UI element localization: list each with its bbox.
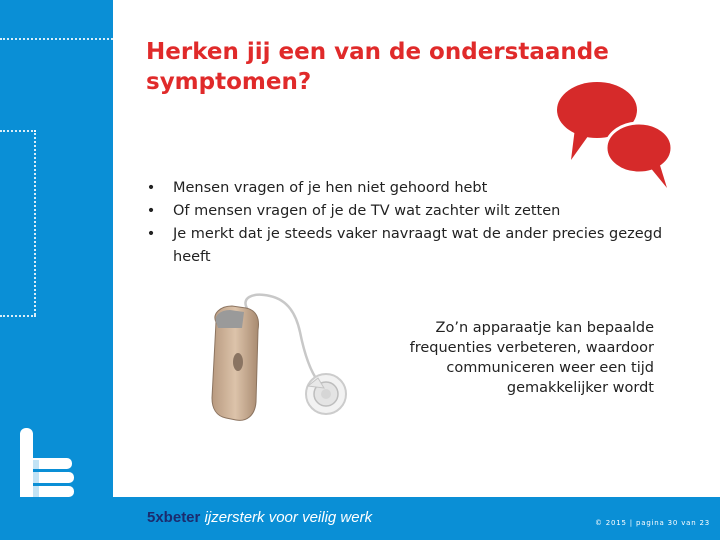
dotted-line — [0, 38, 113, 40]
brand-slogan: ijzersterk voor veilig werk — [200, 509, 373, 526]
list-item-text: Mensen vragen of je hen niet gehoord hebt — [173, 180, 488, 196]
dotted-line — [0, 315, 36, 317]
dotted-line — [34, 130, 36, 315]
list-item — [146, 200, 666, 223]
bullet-marker: • — [146, 226, 156, 242]
hearing-aid-image — [200, 292, 360, 427]
list-item-text: Je merkt dat je steeds vaker navraagt wat de ander precies gezegd heeft — [173, 226, 663, 265]
slide-title: Herken jij een van de onderstaande symptomen? — [146, 39, 609, 95]
brand-tagline — [147, 509, 372, 526]
bullet-marker: • — [146, 180, 156, 196]
bullet-marker: • — [146, 203, 156, 219]
left-sidebar-band — [0, 0, 113, 540]
list-item-text: Of mensen vragen of je de TV wat zachter wilt zetten — [173, 203, 561, 219]
brand-name: 5xbeter — [147, 509, 201, 526]
dotted-line — [0, 130, 36, 132]
list-item — [146, 177, 666, 200]
page-number: © 2015 | pagina 30 van 23 — [594, 519, 710, 527]
list-item — [146, 223, 666, 269]
footer-band — [0, 497, 720, 540]
symptom-list — [146, 177, 666, 269]
hearing-aid-caption: Zo’n apparaatje kan bepaalde frequenties verbeteren, waardoor communiceren weer een tijd gemakkelijker wordt — [409, 320, 654, 396]
